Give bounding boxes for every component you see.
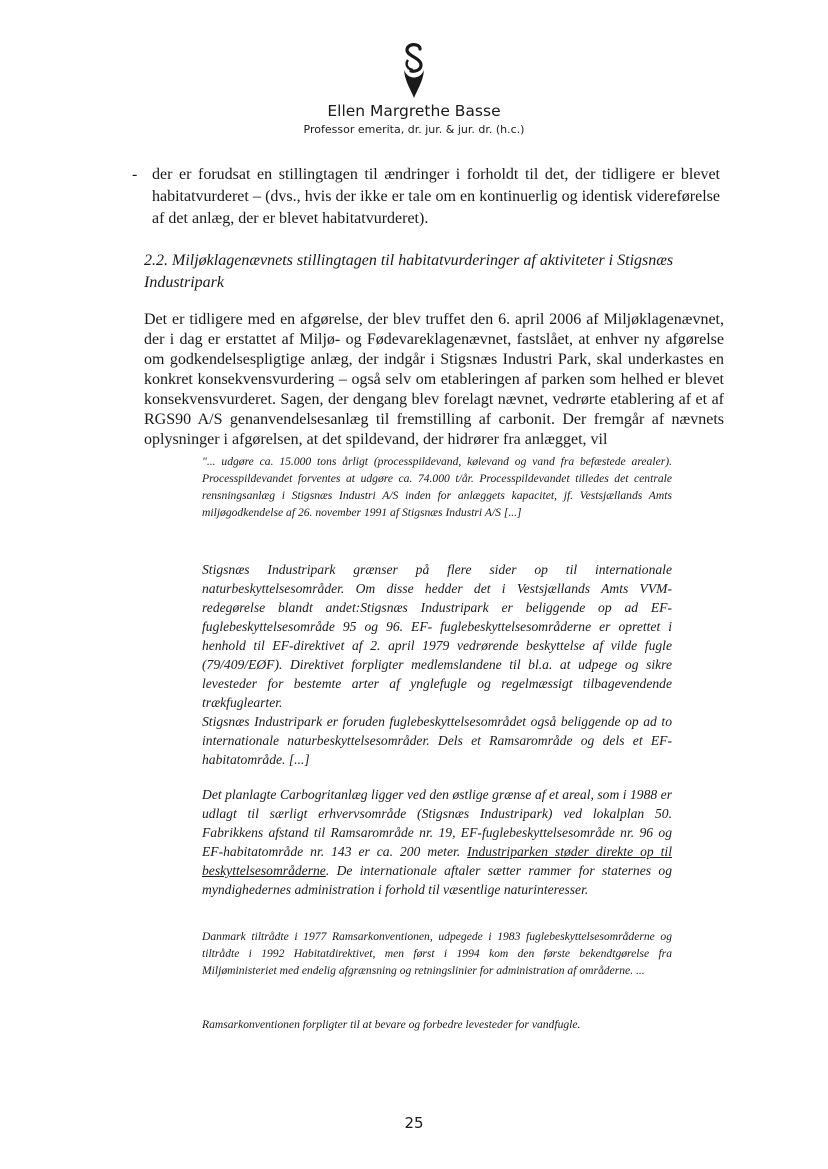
block-quote-5: Danmark tiltrådte i 1977 Ramsarkonventionen, udpegede i 1983 fuglebeskyttelsesområderne og tiltrådte i 1992 Habitatdirektivet, men først i 1994 kom den første bekendtgørelse fra Miljøministeriet med endelig afgrænsning og retningslinier for administration af områderne. ... bbox=[202, 930, 672, 977]
section-heading: 2.2. Miljøklagenævnets stillingtagen til habitatvurderinger af aktiviteter i Stigsnæs Industripark bbox=[144, 252, 674, 291]
author-title: Professor emerita, dr. jur. & jur. dr. (h.c.) bbox=[303, 123, 525, 136]
block-quote-6: Ramsarkonventionen forpligter til at bevare og forbedre levesteder for vandfugle. bbox=[202, 1018, 581, 1031]
page-number: 25 bbox=[404, 1114, 424, 1132]
section-sign-logo-icon bbox=[399, 40, 429, 100]
body-paragraph: Det er tidligere med en afgørelse, der blev truffet den 6. april 2006 af Miljøklagenævnet, der i dag er erstattet af Miljø- og Fødevareklagenævnet, fastslået, at enhver ny afgørelse om godkendelsespligtige anlæg, der indgår i Stigsnæs Industri Park, skal underkastes en konkret konsekvensvurdering – også selv om etableringen af parken som helhed er blevet konsekvensvurderet. Sagen, der dengang blev forelagt nævnet, vedrørte etablering af et af RGS90 A/S genanvendelsesanlæg til fremstilling af carbonit. Der fremgår af nævnets oplysninger i afgørelsen, at det spildevand, der hidrører fra anlægget, vil bbox=[144, 311, 724, 448]
block-quote-2: Stigsnæs Industripark grænser på flere sider op til internationale naturbeskyttelsesområder. Om disse hedder det i Vestsjællands Amts VVM-redegørelse blandt andet:Stigsnæs Industripark er beliggende op ad EF-fuglebeskyttelsesområde 95 og 96. EF- fuglebeskyttelsesområderne er oprettet i henhold til EF-direktivet af 2. april 1979 vedrørende beskyttelse af vilde fugle (79/409/EØF). Direktivet forpligter medlemslandene til bl.a. at udpege og sikre levesteder for bestemte arter af ynglefugle og regelmæssigt tilbagevendende trækfuglearter. bbox=[202, 562, 672, 710]
letterhead bbox=[0, 40, 828, 136]
quote-4-text-end: . De internationale aftaler sætter rammer for staternes og myndighedernes administration i forhold til væsentlige naturinteresser. bbox=[202, 863, 672, 897]
bullet-dash: - bbox=[132, 166, 138, 183]
block-quote-3: Stigsnæs Industripark er foruden fuglebeskyttelsesområdet også beliggende op ad to internationale naturbeskyttelsesområder. Dels et Ramsarområde og dels et EF-habitatområde. [...] bbox=[202, 714, 672, 767]
author-name: Ellen Margrethe Basse bbox=[327, 102, 501, 120]
quote-4-text-start: Det planlagte Carbogritanlæg ligger ved den østlige grænse af et areal, som i 1988 er udlagt til særligt erhvervsområde (Stigsnæs Industripark) ved lokalplan 50. Fabrikkens afstand til Ramsarområde nr. 19, EF-fuglebeskyttelsesområde nr. 96 og EF-habitatområde nr. 143 er ca. 200 meter. bbox=[202, 787, 672, 859]
quote-4-underlined-text: Industriparken støder direkte op til beskyttelsesområderne bbox=[202, 844, 672, 878]
block-quote-1: "... udgøre ca. 15.000 tons årligt (processpildevand, kølevand og vand fra befæstede arealer). Processpildevandet forventes at udgøre ca. 74.000 t/år. Processpildevandet tilledes det centrale rensningsanlæg i Stigsnæs Industri A/S inden for anlæggets kapacitet, jf. Vestsjællands Amts miljøgodkendelse af 26. november 1991 af Stigsnæs Industri A/S [...] bbox=[202, 455, 672, 519]
bullet-item bbox=[132, 164, 720, 230]
bullet-text: der er forudsat en stillingtagen til ændringer i forholdt til det, der tidligere er blevet habitatvurderet – (dvs., hvis der ikke er tale om en kontinuerlig og identisk videreførelse af det anlæg, der er blevet habitatvurderet). bbox=[152, 166, 720, 227]
block-quote-4 bbox=[202, 785, 672, 899]
